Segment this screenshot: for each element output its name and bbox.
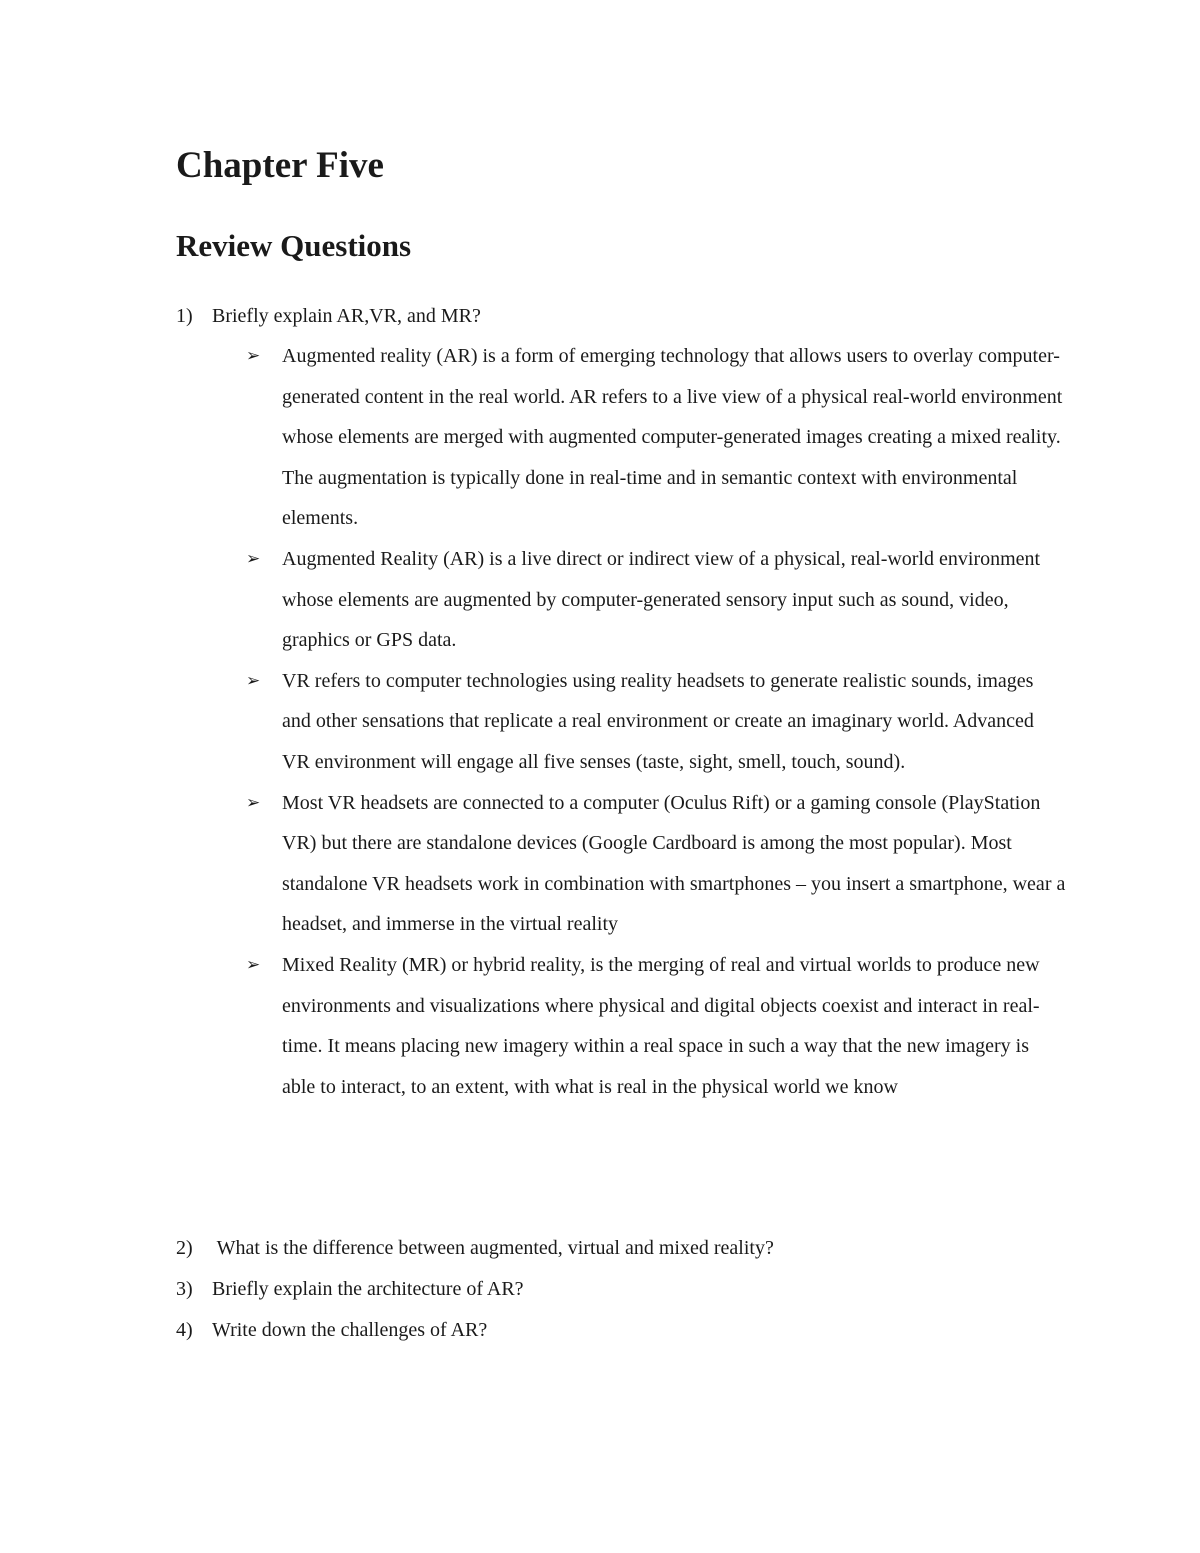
answer-text: Augmented Reality (AR) is a live direct or indirect view of a physical, real-world environment whose elements are augmented by computer-generated sensory input such as sound, video, graphics or GPS data.	[282, 547, 1041, 652]
question-text: Briefly explain the architecture of AR?	[212, 1278, 524, 1300]
question-text: Briefly explain AR,VR, and MR?	[212, 305, 481, 327]
question-1	[176, 296, 481, 337]
arrow-bullet-icon: ➢	[246, 954, 261, 975]
answer-item	[246, 336, 1066, 539]
question-number: 3)	[176, 1278, 193, 1300]
arrow-bullet-icon: ➢	[246, 670, 261, 691]
arrow-bullet-icon: ➢	[246, 792, 261, 813]
question-4	[176, 1310, 487, 1351]
answer-list	[246, 336, 1066, 1107]
answer-item	[246, 945, 1066, 1107]
answer-item	[246, 661, 1066, 783]
question-number: 1)	[176, 305, 193, 327]
question-number: 2)	[176, 1237, 193, 1259]
question-3	[176, 1269, 524, 1310]
question-2	[176, 1228, 774, 1269]
answer-text: VR refers to computer technologies using reality headsets to generate realistic sounds, images and other sensations that replicate a real environment or create an imaginary world. Advanced VR environment will engage all five senses (taste, sight, smell, touch, sound).	[282, 669, 1034, 773]
question-text: What is the difference between augmented, virtual and mixed reality?	[212, 1237, 774, 1259]
arrow-bullet-icon: ➢	[246, 548, 261, 569]
question-number: 4)	[176, 1319, 193, 1341]
answer-text: Most VR headsets are connected to a computer (Oculus Rift) or a gaming console (PlayStation VR) but there are standalone devices (Google Cardboard is among the most popular). Most standalone VR headsets work in combination with smartphones – you insert a smartphone, wear a headset, and immerse in the virtual reality	[282, 791, 1066, 936]
answer-item	[246, 539, 1066, 661]
section-title: Review Questions	[176, 228, 412, 263]
question-text: Write down the challenges of AR?	[212, 1319, 488, 1341]
answer-item	[246, 783, 1066, 945]
arrow-bullet-icon: ➢	[246, 346, 261, 366]
chapter-title: Chapter Five	[176, 145, 384, 186]
answer-text: Augmented reality (AR) is a form of emerging technology that allows users to overlay computer-generated content in the real world. AR refers to a live view of a physical real-world environment whose elements are merged with augmented computer-generated images creating a mixed reality. The augmentation is typically done in real-time and in semantic context with environmental elements.	[282, 345, 1063, 530]
answer-text: Mixed Reality (MR) or hybrid reality, is the merging of real and virtual worlds to produce new environments and visualizations where physical and digital objects coexist and interact in real-time. It means placing new imagery within a real space in such a way that the new imagery is able to interact, to an extent, with what is real in the physical world we know	[282, 953, 1040, 1098]
